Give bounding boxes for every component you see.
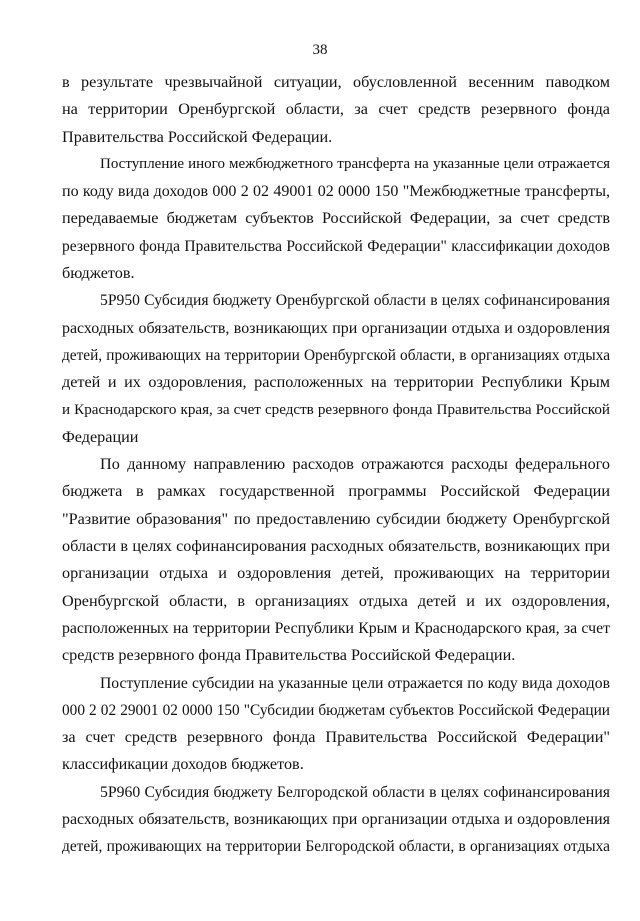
text-line: Федерации <box>62 427 139 446</box>
text-line: резервного фонда Правительства Российской Федерации" классификации доходов <box>62 237 610 255</box>
text-line: детей и их оздоровления, расположенных на территории Республики Крым <box>62 373 610 392</box>
text-line: "Развитие образования" по предоставлению субсидии бюджету Оренбургской <box>62 509 610 528</box>
text-line: детей, проживающих на территории Оренбургской области, в организациях отдыха <box>62 346 610 364</box>
paragraph <box>62 287 610 451</box>
text-line: и Краснодарского края, за счет средств резервного фонда Правительства Российской <box>62 401 610 418</box>
text-line: области в целях софинансирования расходных обязательств, возникающих при <box>62 537 610 556</box>
text-line: расходных обязательств, возникающих при организации отдыха и оздоровления <box>62 811 610 829</box>
text-line: бюджета в рамках государственной программы Российской Федерации <box>62 482 610 501</box>
text-line: бюджетов. <box>62 264 135 283</box>
text-line: Поступление субсидии на указанные цели отражается по коду вида доходов <box>100 674 610 692</box>
paragraph <box>62 451 610 669</box>
text-line: 5Р950 Субсидия бюджету Оренбургской области в целях софинансирования <box>100 292 610 310</box>
text-line: 5Р960 Субсидия бюджету Белгородской области в целях софинансирования <box>100 783 610 801</box>
text-line: средств резервного фонда Правительства Российской Федерации. <box>62 646 516 665</box>
page-number: 38 <box>312 42 328 58</box>
text-line: расходных обязательств, возникающих при организации отдыха и оздоровления <box>62 319 610 337</box>
text-line: 000 2 02 29001 02 0000 150 "Субсидии бюджетам субъектов Российской Федерации <box>62 701 610 719</box>
paragraph <box>62 151 610 287</box>
text-line: детей, проживающих на территории Белгородской области, в организациях отдыха <box>62 838 610 856</box>
text-line: по коду вида доходов 000 2 02 49001 02 0000 150 "Межбюджетные трансферты, <box>62 183 610 201</box>
paragraph <box>62 69 610 151</box>
text-line: в результате чрезвычайной ситуации, обусловленной весенним паводком <box>62 73 610 91</box>
text-line: расположенных на территории Республики Крым и Краснодарского края, за счет <box>62 619 610 637</box>
text-line: за счет средств резервного фонда Правительства Российской Федерации" <box>62 728 610 747</box>
text-line: Оренбургской области, в организациях отдыха детей и их оздоровления, <box>62 591 610 610</box>
text-line: Поступление иного межбюджетного трансферта на указанные цели отражается <box>100 155 610 172</box>
paragraph <box>62 779 610 861</box>
document-body <box>62 69 610 861</box>
text-line: классификации доходов бюджетов. <box>62 755 304 774</box>
text-line: По данному направлению расходов отражаются расходы федерального <box>100 455 610 474</box>
paragraph <box>62 670 610 779</box>
text-line: на территории Оренбургской области, за счет средств резервного фонда <box>62 100 610 119</box>
text-line: организации отдыха и оздоровления детей, проживающих на территории <box>62 564 610 583</box>
text-line: Правительства Российской Федерации. <box>62 127 333 146</box>
text-line: передаваемые бюджетам субъектов Российской Федерации, за счет средств <box>62 209 610 228</box>
